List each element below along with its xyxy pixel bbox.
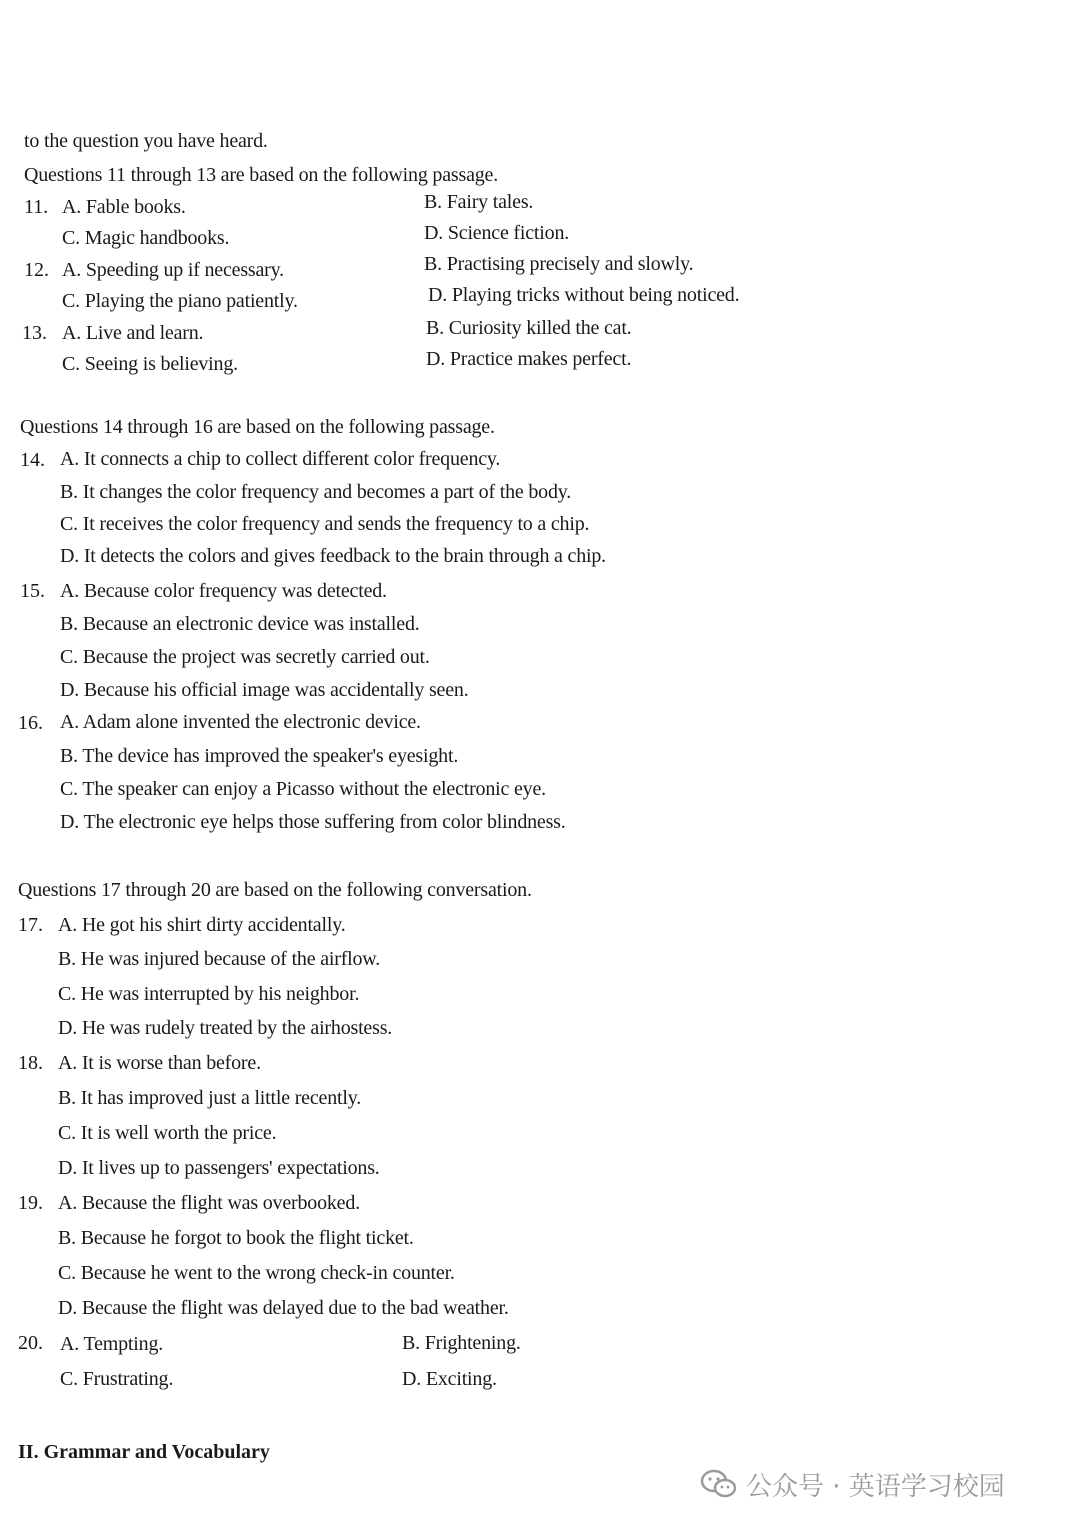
- option-c: C. Magic handbooks.: [62, 227, 230, 249]
- option-c: C. It receives the color frequency and sends the frequency to a chip.: [60, 513, 590, 535]
- option-d: D. Because the flight was delayed due to the bad weather.: [58, 1297, 509, 1319]
- option-c: C. Seeing is believing.: [62, 353, 238, 375]
- option-b: B. He was injured because of the airflow.: [58, 948, 381, 970]
- option-d: D. Exciting.: [402, 1368, 497, 1390]
- intro-text: to the question you have heard.: [24, 130, 268, 152]
- option-a: A. Live and learn.: [62, 322, 204, 344]
- option-b: B. It has improved just a little recently.: [58, 1087, 362, 1109]
- option-d: D. It detects the colors and gives feedback to the brain through a chip.: [60, 545, 606, 567]
- option-c: C. Because he went to the wrong check-in counter.: [58, 1262, 455, 1284]
- option-b: B. The device has improved the speaker's eyesight.: [60, 745, 459, 767]
- option-d: D. Practice makes perfect.: [426, 348, 632, 370]
- option-b: B. Curiosity killed the cat.: [426, 317, 632, 339]
- question-number: 14.: [20, 449, 45, 471]
- option-d: D. He was rudely treated by the airhostess.: [58, 1017, 393, 1039]
- section-instruction: Questions 14 through 16 are based on the following passage.: [20, 416, 495, 438]
- question-number: 19.: [18, 1192, 43, 1214]
- option-d: D. The electronic eye helps those suffering from color blindness.: [60, 811, 566, 833]
- option-b: B. Practising precisely and slowly.: [424, 253, 694, 275]
- option-a: A. Speeding up if necessary.: [62, 259, 284, 281]
- option-a: A. Fable books.: [62, 196, 186, 218]
- option-c: C. He was interrupted by his neighbor.: [58, 983, 360, 1005]
- option-a: A. It is worse than before.: [58, 1052, 261, 1074]
- option-c: C. Playing the piano patiently.: [62, 290, 298, 312]
- option-b: B. Because he forgot to book the flight ticket.: [58, 1227, 414, 1249]
- section-instruction: Questions 17 through 20 are based on the following conversation.: [18, 879, 532, 901]
- option-d: D. Because his official image was accidentally seen.: [60, 679, 469, 701]
- option-d: D. Playing tricks without being noticed.: [428, 284, 740, 306]
- section-instruction: Questions 11 through 13 are based on the following passage.: [24, 164, 499, 186]
- option-a: A. Because color frequency was detected.: [60, 580, 387, 602]
- option-a: A. Because the flight was overbooked.: [58, 1192, 360, 1214]
- wechat-icon: [700, 1469, 738, 1499]
- question-number: 17.: [18, 914, 43, 936]
- option-a: A. It connects a chip to collect different color frequency.: [60, 448, 501, 470]
- question-number: 20.: [18, 1332, 43, 1354]
- section-heading: II. Grammar and Vocabulary: [18, 1441, 270, 1463]
- option-a: A. He got his shirt dirty accidentally.: [58, 914, 346, 936]
- option-c: C. Frustrating.: [60, 1368, 174, 1390]
- question-number: 15.: [20, 580, 45, 602]
- option-b: B. It changes the color frequency and becomes a part of the body.: [60, 481, 572, 503]
- option-c: C. The speaker can enjoy a Picasso without the electronic eye.: [60, 778, 546, 800]
- question-number: 13.: [22, 322, 47, 344]
- option-c: C. Because the project was secretly carried out.: [60, 646, 430, 668]
- question-number: 11.: [24, 196, 49, 218]
- option-b: B. Because an electronic device was installed.: [60, 613, 420, 635]
- option-d: D. It lives up to passengers' expectations.: [58, 1157, 380, 1179]
- option-a: A. Adam alone invented the electronic device.: [60, 711, 421, 733]
- question-number: 18.: [18, 1052, 43, 1074]
- option-d: D. Science fiction.: [424, 222, 570, 244]
- question-number: 12.: [24, 259, 49, 281]
- question-number: 16.: [18, 712, 43, 734]
- option-a: A. Tempting.: [60, 1333, 164, 1355]
- option-b: B. Fairy tales.: [424, 191, 534, 213]
- watermark: [700, 1466, 1005, 1502]
- option-c: C. It is well worth the price.: [58, 1122, 277, 1144]
- option-b: B. Frightening.: [402, 1332, 521, 1354]
- watermark-text: 公众号 · 英语学习校园: [746, 1471, 1005, 1502]
